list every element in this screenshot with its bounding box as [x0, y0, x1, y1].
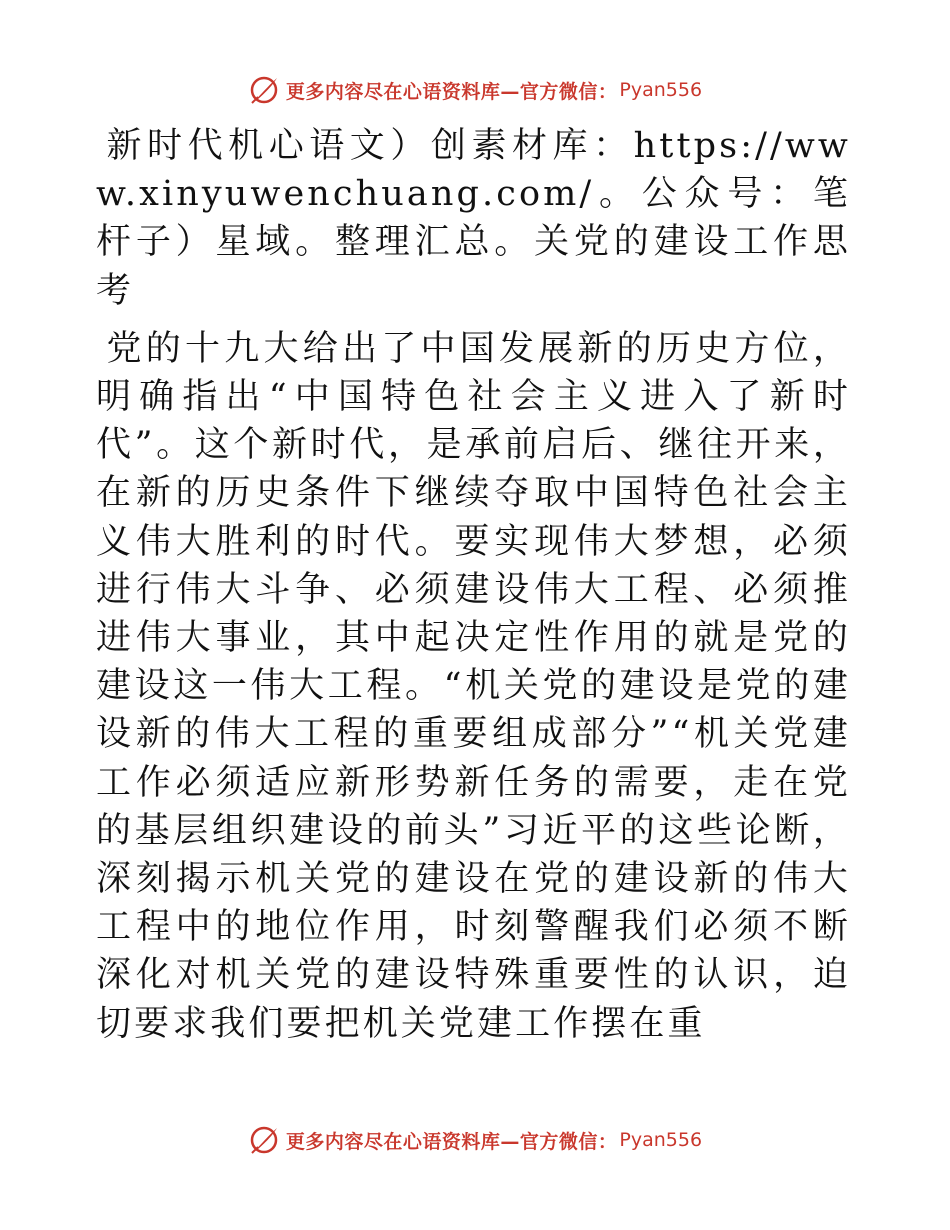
- banner-wechat-id: Pyan556: [619, 79, 703, 101]
- quill-logo-icon: [248, 1124, 280, 1156]
- document-paragraph: 党的十九大给出了中国发展新的历史方位，明确指出“中国特色社会主义进入了新时代”。这个新时代，是承前启后、继往开来，在新的历史条件下继续夺取中国特色社会主义伟大胜利的时代。要实现伟大梦想，必须进行伟大斗争、必须建设伟大工程、必须推进伟大事业，其中起决定性作用的就是党的建设这一伟大工程。“机关党的建设是党的建设新的伟大工程的重要组成部分”“机关党建工作必须适应新形势新任务的需要，走在党的基层组织建设的前头”习近平的这些论断，深刻揭示机关党的建设在党的建设新的伟大工程中的地位作用，时刻警醒我们必须不断深化对机关党的建设特殊重要性的认识，迫切要求我们要把机关党建工作摆在重: [96, 328, 851, 1044]
- footer-watermark-banner: [0, 1120, 950, 1160]
- document-body: [96, 122, 851, 1048]
- document-title-line: 新时代机心语文）创素材库：https://www.xinyuwenchuang.com/。公众号：笔杆子）星域。整理汇总。关党的建设工作思考: [96, 126, 851, 311]
- banner-text: 更多内容尽在心语资料库—官方微信：: [285, 1130, 618, 1153]
- header-watermark-banner: [0, 70, 950, 110]
- banner-wechat-id: Pyan556: [619, 1129, 703, 1151]
- banner-text: 更多内容尽在心语资料库—官方微信：: [285, 80, 618, 103]
- quill-logo-icon: [248, 74, 280, 106]
